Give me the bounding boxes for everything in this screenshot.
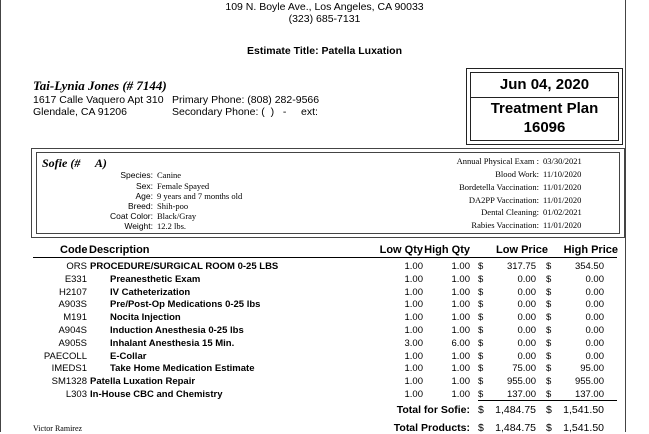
total-products-low-currency: $ [478, 422, 484, 434]
item-low-qty: 1.00 [404, 312, 423, 324]
item-description: Inhalant Anesthesia 15 Min. [110, 337, 235, 349]
item-high-currency: $ [546, 273, 552, 285]
item-code: H2107 [59, 286, 87, 298]
header-code: Code [60, 244, 88, 256]
client-address-line1: 1617 Calle Vaquero Apt 310 [33, 94, 164, 106]
item-high-qty: 1.00 [451, 389, 470, 400]
item-low-price: 75.00 [512, 363, 536, 375]
item-high-currency: $ [546, 337, 552, 349]
table-row [0, 338, 649, 351]
item-low-price: 0.00 [517, 312, 536, 324]
item-high-currency: $ [546, 261, 552, 272]
item-low-currency: $ [478, 389, 484, 400]
total-products-high-currency: $ [546, 422, 552, 434]
age-value: 9 years and 7 months old [157, 191, 243, 201]
item-code: E331 [64, 273, 87, 285]
item-high-price: 0.00 [585, 325, 604, 336]
table-row [0, 274, 649, 287]
item-code: A903S [58, 299, 87, 311]
clinic-address: 109 N. Boyle Ave., Los Angeles, CA 90033 [225, 1, 424, 13]
estimate-title: Estimate Title: Patella Luxation [246, 45, 402, 57]
item-description: E-Collar [110, 350, 147, 362]
item-low-currency: $ [478, 337, 484, 349]
species-value: Canine [157, 170, 182, 180]
item-low-qty: 1.00 [404, 325, 423, 336]
breed-value: Shih-poo [157, 201, 189, 211]
client-address-line2: Glendale, CA 91206 [33, 106, 127, 118]
item-low-currency: $ [478, 350, 484, 362]
age-label: Age: [135, 191, 153, 201]
item-low-price: 0.00 [517, 325, 536, 336]
item-description: Take Home Medication Estimate [110, 363, 255, 375]
item-high-price: 955.00 [574, 376, 604, 388]
item-code: M191 [63, 312, 87, 324]
item-low-price: 0.00 [517, 350, 536, 362]
weight-label: Weight: [124, 221, 153, 231]
item-high-currency: $ [546, 299, 552, 311]
item-high-qty: 1.00 [451, 350, 470, 362]
total-patient-low: 1,484.75 [495, 404, 536, 416]
item-high-currency: $ [546, 363, 552, 375]
item-low-currency: $ [478, 312, 484, 324]
reminder-date: 11/01/2020 [543, 182, 582, 192]
item-low-price: 0.00 [517, 286, 536, 298]
header-high-qty: High Qty [424, 244, 470, 256]
item-description: Induction Anesthesia 0-25 lbs [110, 325, 244, 336]
item-low-price: 0.00 [517, 299, 536, 311]
item-low-currency: $ [478, 376, 484, 388]
total-patient-high-currency: $ [546, 404, 552, 416]
client-primary-phone: Primary Phone: (808) 282-9566 [172, 94, 320, 106]
item-high-qty: 1.00 [451, 299, 470, 311]
item-high-price: 0.00 [585, 299, 604, 311]
item-description: In-House CBC and Chemistry [90, 389, 223, 400]
total-patient-low-currency: $ [478, 404, 484, 416]
item-high-currency: $ [546, 350, 552, 362]
item-high-qty: 1.00 [451, 286, 470, 298]
reminder-date: 11/01/2020 [543, 195, 582, 205]
item-high-qty: 1.00 [451, 325, 470, 336]
weight-value: 12.2 lbs. [157, 221, 187, 231]
table-row [0, 351, 649, 364]
item-high-qty: 1.00 [451, 273, 470, 285]
table-row [0, 312, 649, 325]
item-description: IV Catheterization [110, 286, 191, 298]
plan-number: 16096 [523, 119, 566, 136]
item-low-qty: 1.00 [404, 273, 423, 285]
reminder-date: 11/01/2020 [543, 220, 582, 230]
header-low-price: Low Price [496, 244, 548, 256]
item-code: A904S [58, 325, 87, 336]
patient-name: Sofie (# A) [42, 156, 107, 170]
item-high-price: 354.50 [574, 261, 604, 272]
item-low-qty: 1.00 [404, 286, 423, 298]
species-label: Species: [120, 170, 153, 180]
sex-label: Sex: [135, 181, 153, 191]
item-low-price: 955.00 [506, 376, 536, 388]
item-code: L303 [65, 389, 87, 400]
item-high-currency: $ [546, 389, 552, 400]
item-low-currency: $ [478, 363, 484, 375]
item-high-price: 95.00 [580, 363, 604, 375]
totals-rule [478, 400, 617, 401]
item-description: Pre/Post-Op Medications 0-25 lbs [110, 299, 261, 311]
item-high-price: 0.00 [585, 350, 604, 362]
breed-label: Breed: [127, 201, 153, 211]
item-high-price: 0.00 [585, 312, 604, 324]
table-row [0, 299, 649, 312]
item-high-qty: 1.00 [451, 312, 470, 324]
item-description: Preanesthetic Exam [110, 273, 201, 285]
table-row [0, 287, 649, 300]
reminder-label: Dental Cleaning: [481, 207, 539, 217]
plan-date: Jun 04, 2020 [499, 76, 590, 93]
item-low-qty: 1.00 [404, 261, 423, 272]
item-low-qty: 1.00 [404, 389, 423, 400]
reminder-date: 11/10/2020 [543, 169, 582, 179]
item-description: PROCEDURE/SURGICAL ROOM 0-25 LBS [90, 261, 279, 272]
item-low-qty: 1.00 [404, 376, 423, 388]
clinic-phone: (323) 685-7131 [288, 13, 361, 25]
client-secondary-phone: Secondary Phone: ( ) - ext: [172, 106, 318, 118]
item-high-currency: $ [546, 286, 552, 298]
reminder-label: Blood Work: [495, 169, 539, 179]
item-high-qty: 1.00 [451, 376, 470, 388]
table-row [0, 363, 649, 376]
item-high-currency: $ [546, 312, 552, 324]
item-high-price: 0.00 [585, 273, 604, 285]
item-high-price: 137.00 [574, 389, 604, 400]
item-low-currency: $ [478, 261, 484, 272]
total-products-low: 1,484.75 [495, 422, 536, 434]
item-code: ORS [66, 261, 87, 272]
doctor-name: Victor Ramirez [33, 424, 83, 433]
item-description: Patella Luxation Repair [90, 376, 196, 388]
item-low-currency: $ [478, 325, 484, 336]
item-low-price: 0.00 [517, 273, 536, 285]
item-description: Nocita Injection [110, 312, 181, 324]
client-name: Tai-Lynia Jones (# 7144) [33, 78, 167, 93]
header-low-qty: Low Qty [379, 244, 423, 256]
reminder-label: DA2PP Vaccination: [468, 195, 539, 205]
header-description: Description [89, 244, 150, 256]
item-high-price: 0.00 [585, 337, 604, 349]
item-low-qty: 3.00 [404, 337, 423, 349]
item-low-qty: 1.00 [404, 350, 423, 362]
item-high-price: 0.00 [585, 286, 604, 298]
item-high-currency: $ [546, 376, 552, 388]
total-products-label: Total Products: [393, 422, 470, 434]
item-high-qty: 1.00 [451, 261, 470, 272]
table-row [0, 376, 649, 389]
item-code: A905S [58, 337, 87, 349]
sex-value: Female Spayed [157, 181, 210, 191]
item-low-currency: $ [478, 286, 484, 298]
reminder-label: Annual Physical Exam : [456, 156, 539, 166]
item-code: PAECOLL [43, 350, 87, 362]
reminder-label: Rabies Vaccination: [471, 220, 539, 230]
reminder-date: 01/02/2021 [543, 207, 582, 217]
item-low-qty: 1.00 [404, 363, 423, 375]
item-high-qty: 1.00 [451, 363, 470, 375]
table-row [0, 261, 649, 274]
item-low-price: 137.00 [506, 389, 536, 400]
item-high-currency: $ [546, 325, 552, 336]
table-row [0, 325, 649, 338]
header-high-price: High Price [563, 244, 618, 256]
reminder-label: Bordetella Vaccination: [459, 182, 539, 192]
total-for-patient-label: Total for Sofie: [396, 404, 470, 416]
item-low-currency: $ [478, 299, 484, 311]
plan-title: Treatment Plan [490, 100, 599, 117]
item-low-qty: 1.00 [404, 299, 423, 311]
item-low-price: 317.75 [506, 261, 536, 272]
total-products-high: 1,541.50 [563, 422, 604, 434]
total-patient-high: 1,541.50 [563, 404, 604, 416]
coat-color-label: Coat Color: [110, 211, 153, 221]
header-underline [33, 257, 617, 258]
coat-color-value: Black/Gray [157, 211, 197, 221]
reminder-date: 03/30/2021 [543, 156, 582, 166]
item-low-currency: $ [478, 273, 484, 285]
item-code: IMEDS1 [51, 363, 87, 375]
item-low-price: 0.00 [517, 337, 536, 349]
item-high-qty: 6.00 [451, 337, 470, 349]
item-code: SM1328 [51, 376, 87, 388]
